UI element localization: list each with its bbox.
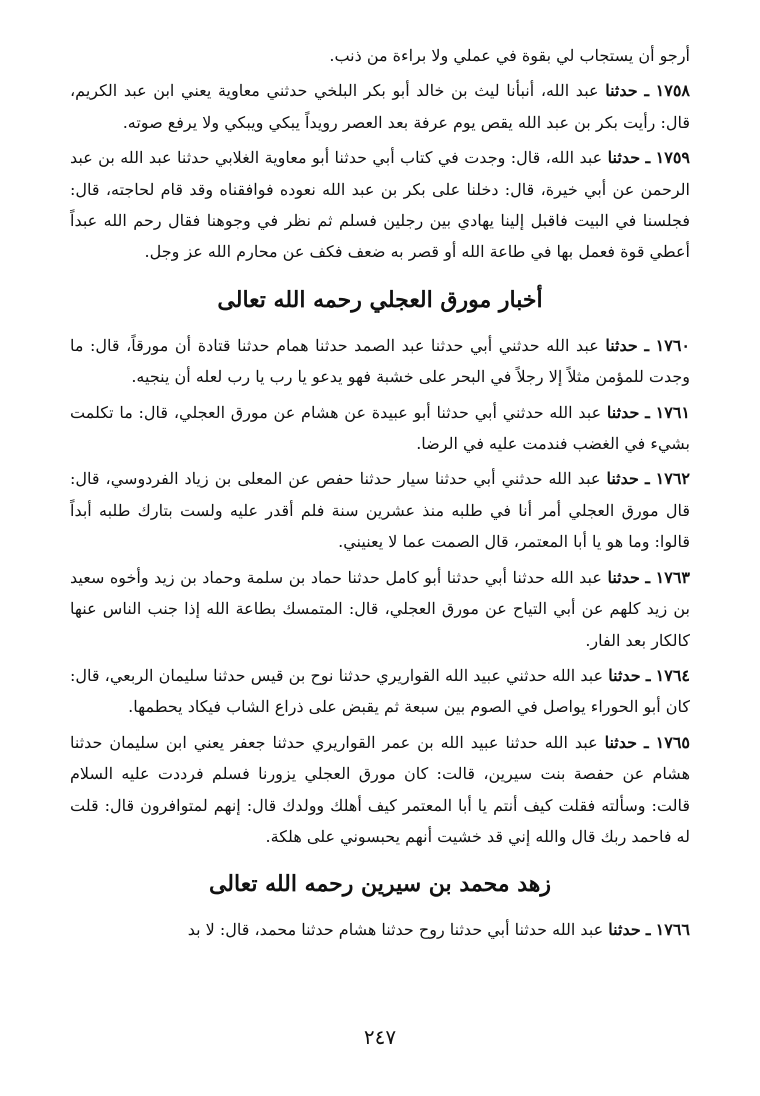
entry-separator: ـ	[645, 567, 651, 587]
entry-number: ١٧٥٨	[655, 81, 691, 101]
hadith-entry	[70, 397, 690, 460]
entry-keyword: حدثنا	[605, 335, 638, 355]
entry-text: عبد الله حدثني أبي حدثنا سيار حدثنا حفص عن المعلى بن زياد الفردوسي، قال: قال مورق العجلي أمر أنا في طلبه منذ عشرين سنة فلم أقدر عليه ولست بتارك طلبه أبداً قالوا: وما هو يا أبا المعتمر، قال الصمت عما لا يعنيني.	[70, 469, 690, 552]
entry-text: عبد الله حدثنا أبي حدثنا أبو كامل حدثنا حماد بن سلمة وحماد بن زيد وأخوه سعيد بن زيد كلهم عن أبي التياح عن مورق العجلي، قال: المتمسك بطاعة الله إذا جنب الناس عنها كالكار بعد الفار.	[70, 567, 690, 650]
page-number: ٢٤٧	[363, 1025, 397, 1049]
entry-keyword: حدثنا	[608, 665, 641, 685]
hadith-entry	[70, 463, 690, 557]
entry-number: ١٧٦٣	[655, 567, 690, 587]
hadith-entry	[70, 562, 690, 656]
entry-separator: ـ	[645, 665, 651, 685]
entry-number: ١٧٥٩	[655, 148, 691, 168]
entry-separator: ـ	[644, 335, 650, 355]
entry-keyword: حدثنا	[607, 567, 640, 587]
entry-number: ١٧٦٥	[655, 732, 691, 752]
entry-separator: ـ	[645, 402, 650, 422]
entry-keyword: حدثنا	[606, 402, 640, 422]
continuation-paragraph	[70, 40, 690, 71]
entry-keyword: حدثنا	[605, 81, 638, 101]
entry-separator: ـ	[644, 469, 650, 489]
entry-text: عبد الله حدثني أبي حدثنا عبد الصمد حدثنا همام حدثنا قتادة أن مورقاً، قال: ما وجدت للمؤمن مثلاً إلا رجلاً في البحر على خشبة فهو يدعو يا رب يا رب لعله أن ينجيه.	[70, 335, 690, 387]
entry-keyword: حدثنا	[606, 469, 639, 489]
entry-text: عبد الله، أنبأنا ليث بن خالد أبو بكر البلخي حدثني معاوية يعني ابن عبد الكريم، قال: رأيت بكر بن عبد الله يقص يوم عرفة بعد العصر رويداً يبكي ويبكي ولا يرفع صوته.	[70, 81, 690, 132]
entry-keyword: حدثنا	[607, 148, 641, 168]
entry-number: ١٧٦٠	[655, 335, 691, 355]
hadith-entry	[70, 330, 690, 393]
entry-text: عبد الله حدثني عبيد الله القواريري حدثنا نوح بن قيس حدثنا سليمان الربعي، قال: كان أبو الحوراء يواصل في الصوم بين سبعة ثم يقبض على ذراع الشاب فيكاد يحطمها.	[70, 665, 690, 717]
entry-text: عبد الله، قال: وجدت في كتاب أبي حدثنا أبو معاوية الغلابي حدثنا عبد الله بن عبد الرحمن عن أبي خيرة، قال: دخلنا على بكر بن عبد الله نعوده فوافقناه وقد قام لحاجته، قال: فجلسنا في البيت فاقبل إلينا يهادي بين رجلين فسلم ثم نظر في وجوهنا فقال رحم الله عبداً أعطي قوة فعمل بها في طاعة الله أو قصر به ضعف فكف عن محارم الله عز وجل.	[70, 148, 690, 262]
entry-number: ١٧٦٦	[655, 920, 690, 940]
entry-keyword: حدثنا	[604, 732, 638, 752]
hadith-entry	[70, 727, 690, 853]
paragraph-text: أرجو أن يستجاب لي بقوة في عملي ولا براءة من ذنب.	[329, 46, 690, 65]
section-heading: أخبار مورق العجلي رحمه الله تعالى	[217, 286, 543, 313]
entry-number: ١٧٦١	[655, 402, 690, 422]
entry-text: عبد الله حدثنا عبيد الله بن عمر القواريري حدثنا جعفر يعني ابن سليمان حدثنا هشام عن حفصة بنت سيرين، قالت: كان مورق العجلي يزورنا فسلم فرددت عليه السلام قالت: وسألته فقلت كيف أنتم يا أبا المعتمر كيف أهلك وولدك قال: إنهم لمتوافرون قال: قلت له فاحمد ربك قال والله إني قد خشيت أنهم يحبسوني على هلكة.	[70, 732, 690, 846]
entry-separator: ـ	[644, 81, 649, 101]
entry-text: عبد الله حدثنا أبي حدثنا روح حدثنا هشام حدثنا محمد، قال: لا بد	[187, 920, 604, 940]
entry-text: عبد الله حدثني أبي حدثنا أبو عبيدة عن هشام عن مورق العجلي، قال: ما تكلمت بشيء في الغضب فندمت عليه في الرضا.	[70, 402, 690, 454]
entry-separator: ـ	[644, 732, 649, 752]
entry-keyword: حدثنا	[608, 920, 641, 940]
entry-number: ١٧٦٢	[655, 469, 691, 489]
entry-separator: ـ	[645, 148, 651, 168]
section-heading: زهد محمد بن سيرين رحمه الله تعالى	[208, 871, 552, 898]
hadith-entry	[70, 142, 690, 268]
entry-separator: ـ	[645, 920, 651, 940]
entry-number: ١٧٦٤	[655, 665, 690, 685]
page-body	[70, 40, 690, 1050]
hadith-entry	[70, 914, 690, 945]
hadith-entry	[70, 75, 690, 138]
hadith-entry	[70, 660, 690, 723]
